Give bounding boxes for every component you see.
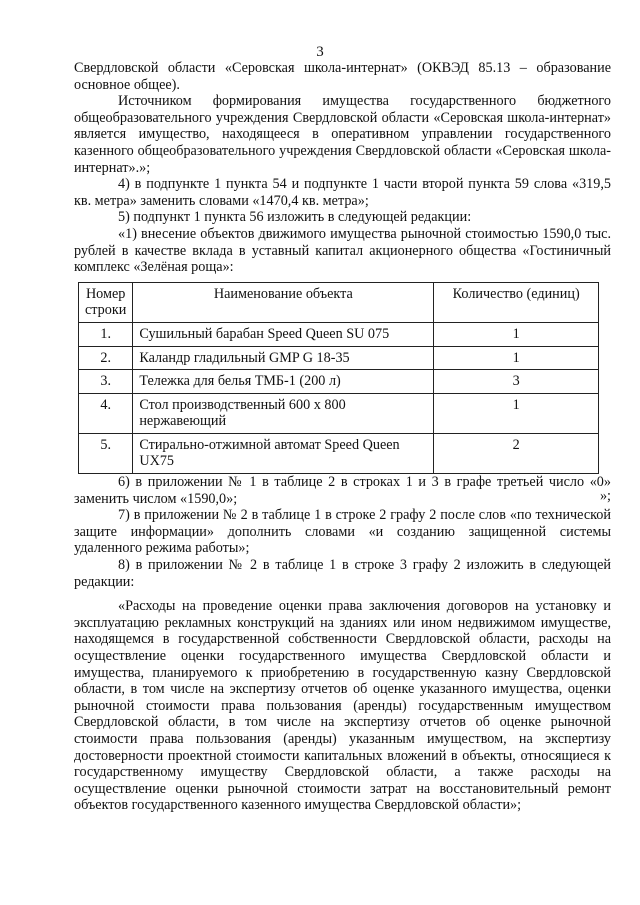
table-row [79,433,599,473]
object-quantity: 1 [434,322,599,346]
page-number: 3 [316,44,324,60]
header-object-name: Наименование объекта [133,282,434,322]
object-name: Каландр гладильный GMP G 18-35 [133,346,434,370]
object-name: Стирально-отжимной автомат Speed Queen UX75 [133,433,434,473]
table-closing-quote: »; [599,487,611,504]
paragraph-item-6: 6) в приложении № 1 в таблице 2 в строках 1 и 3 в графе третьей число «0» заменить числом «1590,0»; [74,474,611,507]
row-number: 2. [79,346,133,370]
paragraph-item-4: 4) в подпункте 1 пункта 54 и подпункте 1 части второй пункта 59 слова «319,5 кв. метра» заменить словами «1470,4 кв. метра»; [74,176,611,209]
paragraph-item-5-text: «1) внесение объектов движимого имущества рыночной стоимостью 1590,0 тыс. рублей в качестве вклада в уставный капитал акционерного общества «Гостиничный комплекс «Зелёная роща»: [74,225,611,276]
object-quantity: 1 [434,393,599,433]
paragraph-item-5: 5) подпункт 1 пункта 56 изложить в следующей редакции: [118,209,472,226]
object-name: Стол производственный 600 х 800 нержавеющий [133,393,434,433]
paragraph-continuation: Свердловской области «Серовская школа-интернат» (ОКВЭД 85.13 – образование основное общее). [74,60,611,93]
table-row [79,393,599,433]
header-quantity: Количество (единиц) [434,282,599,322]
table-row [79,346,599,370]
row-number: 1. [79,322,133,346]
row-number: 4. [79,393,133,433]
table-row [79,322,599,346]
row-number: 5. [79,433,133,473]
object-name: Тележка для белья ТМБ-1 (200 л) [133,370,434,394]
paragraph-item-7: 7) в приложении № 2 в таблице 1 в строке 2 графу 2 после слов «по технической защите информации» дополнить словами «и созданию защищенной системы удаленного режима работы»; [74,507,611,557]
object-quantity: 3 [434,370,599,394]
object-name: Сушильный барабан Speed Queen SU 075 [133,322,434,346]
property-table [78,282,599,474]
row-number: 3. [79,370,133,394]
table-row [79,370,599,394]
object-quantity: 1 [434,346,599,370]
table-header-row [79,282,599,322]
paragraph-property-source: Источником формирования имущества государственного бюджетного общеобразовательного учреждения Свердловской области «Серовская школа-интернат» является имущество, находящееся в оперативном управлении государственного казенного общеобразовательного учреждения Свердловской области «Серовская школа-интернат».»; [74,93,611,176]
paragraph-quoted-expenses: «Расходы на проведение оценки права заключения договоров на установку и эксплуатацию рекламных конструкций на зданиях или ином недвижимом имуществе, находящемся в государственной собственности Свердловской области, расходы на осуществление оценки государственного имущества Свердловской области и имущества, планируемого к приобретению в государственную казну Свердловской области, в том числе на экспертизу отчетов об оценке указанного имущества, оценки рыночной стоимости права пользования (аренды) государственным имуществом Свердловской области, в том числе на экспертизу отчетов об оценке рыночной стоимости права пользования (аренды) указанным имуществом, на экспертизу достоверности проектной стоимости капитальных вложений в объекты, относящиеся к государственному имуществу Свердловской области, а также расходы на осуществление оценки рыночной стоимости затрат на восстановительный ремонт объектов государственного казенного имущества Свердловской области»; [74,598,611,814]
document-body [74,60,611,814]
object-quantity: 2 [434,433,599,473]
paragraph-item-8: 8) в приложении № 2 в таблице 1 в строке 3 графу 2 изложить в следующей редакции: [74,557,611,590]
header-row-number: Номер строки [79,282,133,322]
